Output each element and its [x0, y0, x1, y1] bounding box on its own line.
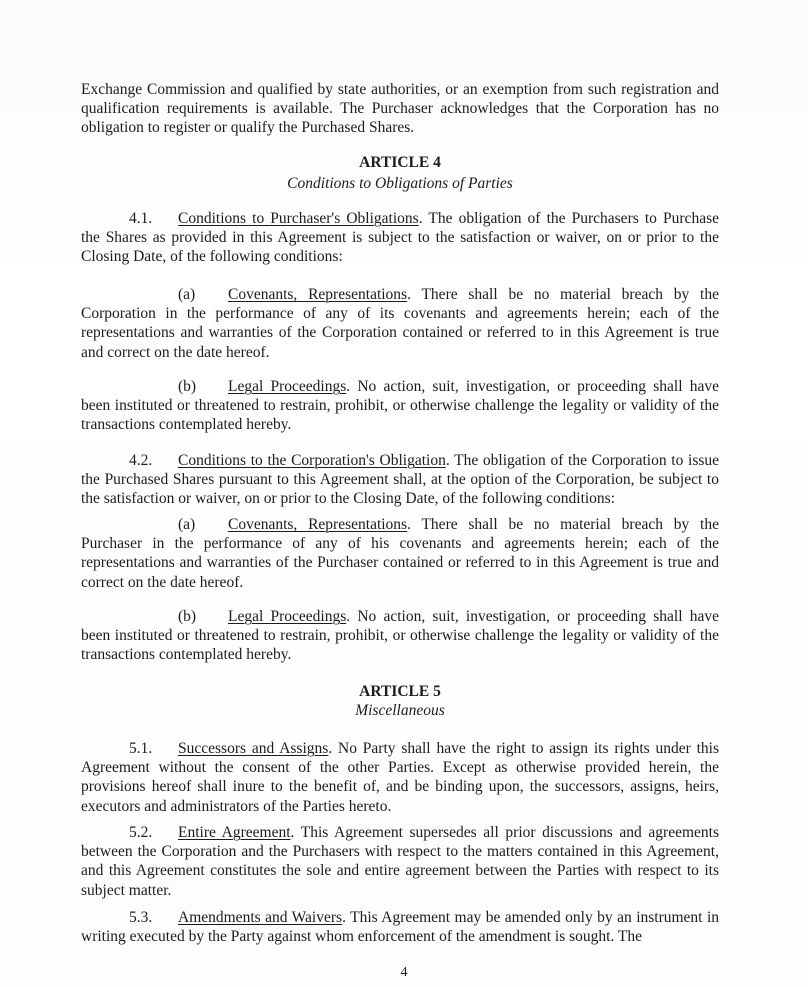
article-4-title: ARTICLE 4 — [359, 154, 441, 171]
section-5-3 — [81, 908, 719, 946]
section-5-1 — [81, 739, 719, 816]
section-4-1-a — [81, 285, 719, 362]
section-number: 5.1. — [129, 740, 153, 757]
article-5-title: ARTICLE 5 — [359, 683, 441, 700]
subsection-text: . No action, suit, investigation, or proceeding shall have been instituted or threatened to restrain, prohibit, or otherwise challenge the legality or validity of the transactions contemplated hereby. — [81, 378, 719, 434]
subsection-label: (a) — [178, 516, 196, 533]
section-number: 4.1. — [129, 210, 153, 227]
subsection-label: (a) — [178, 286, 196, 303]
subsection-label: (b) — [178, 608, 197, 625]
subsection-title: Covenants, Representations — [228, 286, 408, 303]
subsection-title: Legal Proceedings — [228, 378, 347, 395]
section-title: Amendments and Waivers — [178, 909, 343, 926]
article-4-subtitle-wrap — [81, 174, 719, 193]
subsection-text: . There shall be no material breach by the Corporation in the performance of any of its covenants and agreements herein; each of the representations and warranties of the Corporation contained or referred to in this Agreement is true and correct on the date hereof. — [81, 286, 719, 361]
section-title: Conditions to Purchaser's Obligations — [178, 210, 419, 227]
section-title: Entire Agreement — [178, 824, 291, 841]
section-text: . The obligation of the Purchasers to Purchase the Shares as provided in this Agreement is subject to the satisfaction or waiver, on or prior to the Closing Date, of the following conditions: — [81, 210, 719, 266]
article-5-subtitle-wrap — [81, 701, 719, 720]
page-number: 4 — [400, 965, 408, 980]
section-5-2 — [81, 823, 719, 900]
intro-text: Exchange Commission and qualified by state authorities, or an exemption from such registration and qualification requirements is available. The Purchaser acknowledges that the Corporation has no obligation to register or qualify the Purchased Shares. — [81, 81, 719, 137]
article-4-heading — [81, 153, 719, 172]
section-title: Successors and Assigns — [178, 740, 329, 757]
subsection-label: (b) — [178, 378, 197, 395]
section-number: 5.2. — [129, 824, 153, 841]
article-5-subtitle: Miscellaneous — [355, 702, 445, 719]
subsection-text: . There shall be no material breach by the Purchaser in the performance of any of his covenants and agreements herein; each of the representations and warranties of the Purchaser contained or referred to in this Agreement is true and correct on the date hereof. — [81, 516, 719, 591]
section-text: . No Party shall have the right to assign its rights under this Agreement without the consent of the other Parties. Except as otherwise provided herein, the provisions hereof shall inure to the benefit of, and be binding upon, the successors, assigns, heirs, executors and administrators of the Parties hereto. — [81, 740, 720, 815]
section-text: . This Agreement supersedes all prior discussions and agreements between the Corporation and the Purchasers with respect to the matters contained in this Agreement, and this Agreement constitutes the sole and entire agreement between the Parties with respect to its subject matter. — [81, 824, 719, 899]
intro-paragraph — [81, 80, 719, 138]
subsection-title: Legal Proceedings — [228, 608, 347, 625]
section-4-2-b — [81, 607, 719, 665]
section-text: . The obligation of the Corporation to issue the Purchased Shares pursuant to this Agreement shall, at the option of the Corporation, be subject to the satisfaction or waiver, on or prior to the Closing Date, of the following conditions: — [81, 452, 720, 508]
section-4-2 — [81, 451, 719, 509]
section-number: 4.2. — [129, 452, 153, 469]
section-title: Conditions to the Corporation's Obligation — [178, 452, 446, 469]
section-4-2-a — [81, 515, 719, 592]
section-number: 5.3. — [129, 909, 153, 926]
section-4-1-b — [81, 377, 719, 435]
section-text: . This Agreement may be amended only by an instrument in writing executed by the Party against whom enforcement of the amendment is sought. The — [81, 909, 719, 946]
article-4-subtitle: Conditions to Obligations of Parties — [287, 175, 513, 192]
article-5-heading — [81, 682, 719, 701]
section-4-1 — [81, 209, 719, 267]
subsection-text: . No action, suit, investigation, or proceeding shall have been instituted or threatened to restrain, prohibit, or otherwise challenge the legality or validity of the transactions contemplated hereby. — [81, 608, 719, 664]
subsection-title: Covenants, Representations — [228, 516, 408, 533]
